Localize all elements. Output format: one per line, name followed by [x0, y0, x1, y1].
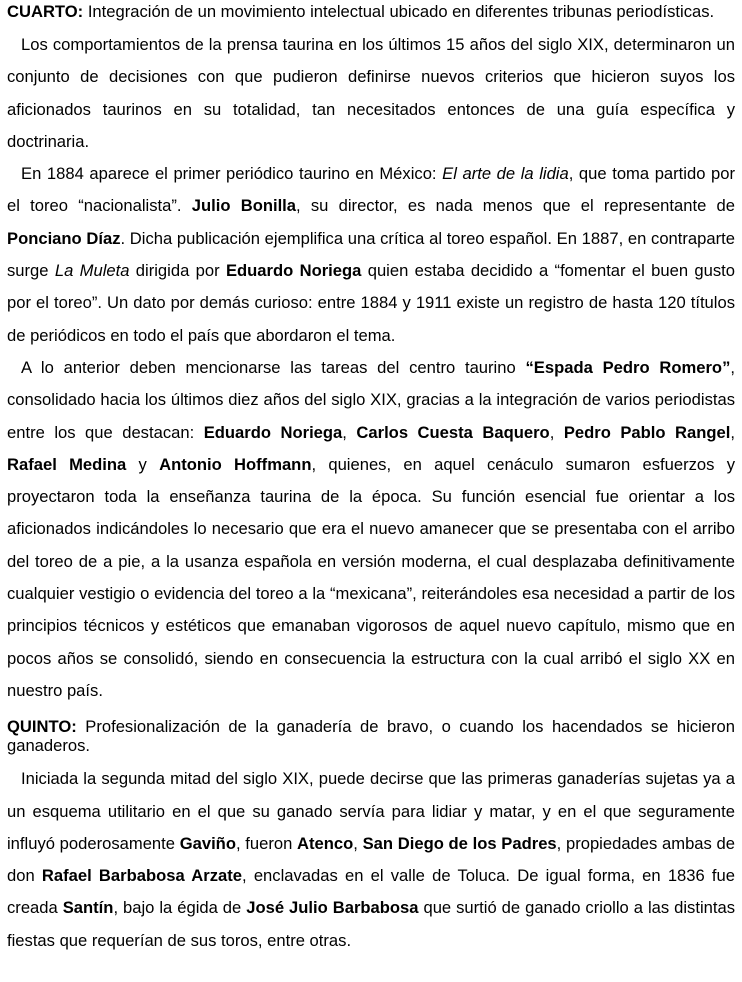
person-name: Rafael Medina [7, 454, 127, 474]
person-name: Ponciano Díaz [7, 228, 121, 248]
section-title: Profesionalización de la ganadería de bravo, o cuando los hacendados se hicieron ganaderos. [7, 717, 735, 756]
paragraph-text: , enclavadas en el valle de Toluca. De igual forma, en 1836 fue creada [7, 866, 736, 918]
paragraph-text: , su director, es nada menos que el representante de [296, 196, 736, 216]
person-name: Carlos Cuesta Baquero [356, 422, 550, 442]
paragraph-4 [7, 763, 735, 957]
paragraph-text: A lo anterior deben mencionarse las tareas del centro taurino [21, 357, 526, 377]
person-name: Antonio Hoffmann [159, 454, 312, 474]
person-name: Gaviño [179, 833, 236, 853]
paragraph-text: , [353, 833, 363, 853]
paragraph-2 [7, 158, 735, 352]
person-name: Rafael Barbabosa Arzate [41, 866, 242, 886]
paragraph-text: En 1884 aparece el primer periódico taurino en México: [21, 164, 443, 184]
person-name: Pedro Pablo Rangel [563, 422, 731, 442]
paragraph-text: dirigida por [129, 261, 226, 281]
paragraph-text: Iniciada la segunda mitad del siglo XIX, puede decirse que las primeras ganaderías sujetas ya a un esquema utilitario en el que su ganado servía para lidiar y matar, y en el que seguramente influyó poderosamente [7, 769, 735, 853]
ranch-name: Santín [62, 898, 114, 918]
person-name: Eduardo Noriega [203, 422, 343, 442]
paragraph-text: , propiedades ambas de don [7, 833, 735, 886]
paragraph-text: quien estaba decidido a “fomentar el buen gusto por el toreo”. Un dato por demás curioso: entre 1884 y 1911 existe un registro de hasta 120 títulos de periódicos en todo el país que abordaron el tema. [7, 261, 735, 345]
section-title: Integración de un movimiento intelectual ubicado en diferentes tribunas periodísticas. [83, 2, 715, 21]
paragraph-text: , bajo la égida de [113, 898, 247, 918]
ranch-name: San Diego de los Padres [362, 833, 557, 853]
paragraph-text: Los comportamientos de la prensa taurina en los últimos 15 años del siglo XIX, determinaron un conjunto de decisiones con que pudieron definirse nuevos criterios que hicieron suyos los aficionados taurinos en su totalidad, tan necesitados entonces de una guía específica y doctrinaria. [7, 35, 735, 151]
paragraph-1 [7, 29, 735, 158]
paragraph-text: , [342, 422, 357, 442]
paragraph-text: que surtió de ganado criollo a las distintas fiestas que requerían de sus toros, entre otras. [7, 898, 735, 950]
section-label: QUINTO: [7, 717, 77, 737]
document-page [0, 2, 742, 957]
paragraph-text: , consolidado hacia los últimos diez años del siglo XIX, gracias a la integración de varios periodistas entre los que destacan: [7, 357, 735, 442]
paragraph-text: . Dicha publicación ejemplifica una crítica al toreo español. En 1887, en contraparte surge [7, 228, 735, 281]
periodical-title: La Muleta [54, 261, 130, 281]
paragraph-text: , [549, 422, 564, 442]
section-label: CUARTO: [7, 2, 84, 21]
section-heading-quinto [7, 717, 735, 755]
paragraph-text: , quienes, en aquel cenáculo sumaron esfuerzos y proyectaron toda la enseñanza taurina de la época. Su función esencial fue orientar a los aficionados indicándoles lo necesario que era el nuevo amanecer que se presentaba con el arribo del toreo de a pie, a la usanza española en versión moderna, el cual desplazaba definitivamente cualquier vestigio o evidencia del toreo a la “mexicana”, reiterándoles esa necesidad a partir de los principios técnicos y estéticos que emanaban vigorosos de aquel nuevo capítulo, mismo que en pocos años se consolidó, siendo en consecuencia la estructura con la cual arribó el siglo XX en nuestro país. [7, 454, 735, 700]
paragraph-text: , [730, 422, 735, 442]
paragraph-text: , que toma partido por el toreo “nacionalista”. [7, 164, 735, 216]
periodical-title: El arte de la lidia [442, 164, 569, 184]
paragraph-text: y [126, 454, 160, 474]
person-name: José Julio Barbabosa [246, 898, 419, 918]
person-name: Julio Bonilla [191, 196, 297, 216]
center-name: “Espada Pedro Romero” [525, 357, 731, 377]
person-name: Eduardo Noriega [225, 261, 362, 281]
paragraph-text: , fueron [235, 833, 298, 853]
section-heading-cuarto [7, 2, 735, 21]
ranch-name: Atenco [297, 833, 354, 853]
paragraph-3 [7, 352, 735, 707]
